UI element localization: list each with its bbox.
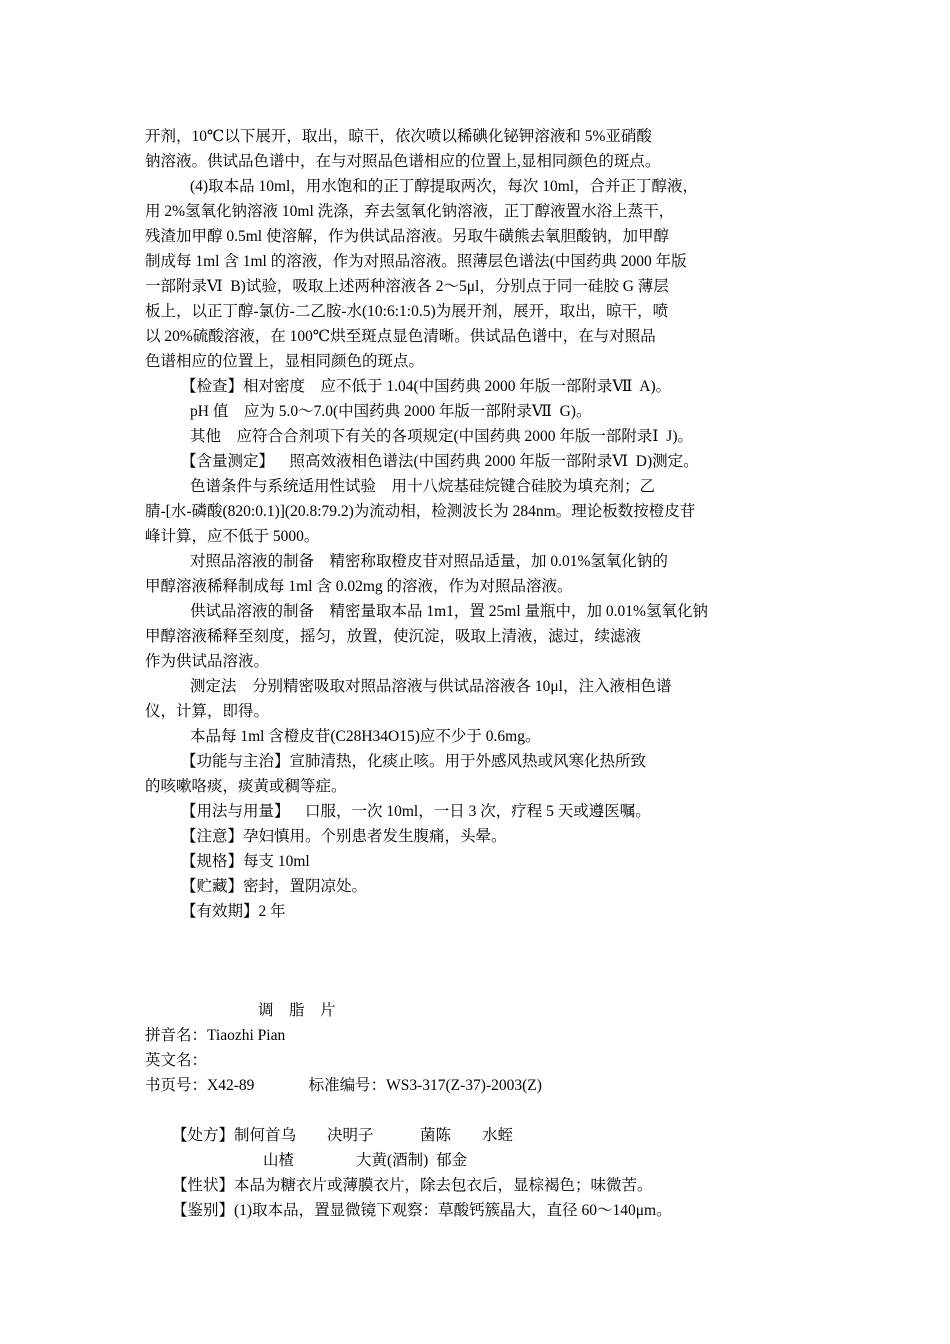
section-heading-storage: 【贮藏】密封，置阴凉处。 [181,878,368,895]
section-heading-identification: 【鉴别】(1)取本品，置显微镜下观察：草酸钙簇晶大，直径 60～140μm。 [172,1202,672,1219]
section-heading-validity: 【有效期】2 年 [181,903,286,920]
text-line: 残渣加甲醇 0.5ml 使溶解，作为供试品溶液。另取牛磺熊去氧胆酸钠，加甲醇 [145,228,669,245]
section-heading-dosage: 【用法与用量】 口服，一次 10ml，一日 3 次，疗程 5 天或遵医嘱。 [181,803,651,820]
text-line: (4)取本品 10ml，用水饱和的正丁醇提取两次，每次 10ml，合并正丁醇液， [190,178,699,195]
text-line: 一部附录Ⅵ B)试验，吸取上述两种溶液各 2～5μl，分别点于同一硅胶 G 薄层 [145,278,669,295]
text-line: 钠溶液。供试品色谱中，在与对照品色谱相应的位置上,显相同颜色的斑点。 [145,153,661,170]
text-line: 色谱条件与系统适用性试验 用十八烷基硅烷键合硅胶为填充剂；乙 [190,478,656,495]
section-heading-caution: 【注意】孕妇慎用。个别患者发生腹痛，头晕。 [181,828,507,845]
section-heading-inspection: 【检查】相对密度 应不低于 1.04(中国药典 2000 年版一部附录Ⅶ A)。 [181,378,672,395]
section-heading-assay: 【含量测定】 照高效液相色谱法(中国药典 2000 年版一部附录Ⅵ D)测定。 [181,453,699,470]
text-line: 测定法 分别精密吸取对照品溶液与供试品溶液各 10μl，注入液相色谱 [190,678,672,695]
text-line: 腈-[水-磷酸(820:0.1)](20.8:79.2)为流动相，检测波长为 284nm。理论板数按橙皮苷 [145,503,696,520]
text-line: 的咳嗽咯痰，痰黄或稠等症。 [145,778,347,795]
text-line: 以 20%硫酸溶液，在 100℃烘至斑点显色清晰。供试品色谱中，在与对照品 [145,328,656,345]
pinyin-name: 拼音名：Tiaozhi Pian [145,1027,286,1044]
section-heading-description: 【性状】本品为糖衣片或薄膜衣片，除去包衣后，显棕褐色；味微苦。 [172,1177,653,1194]
page-and-standard-number: 书页号：X42-89 标准编号：WS3-317(Z-37)-2003(Z) [145,1077,542,1094]
text-line: 开剂，10℃以下展开，取出，晾干，依次喷以稀碘化铋钾溶液和 5%亚硝酸 [145,128,652,145]
section-heading-prescription: 【处方】制何首乌 决明子 菌陈 水蛭 [172,1127,514,1144]
text-line: 甲醇溶液稀释至刻度，摇匀，放置，使沉淀，吸取上清液，滤过，续滤液 [145,628,642,645]
text-line: 本品每 1ml 含橙皮苷(C28H34O15)应不少于 0.6mg。 [190,728,541,745]
text-line: 峰计算，应不低于 5000。 [145,528,320,545]
text-line: 甲醇溶液稀释制成每 1ml 含 0.02mg 的溶液，作为对照品溶液。 [145,578,573,595]
text-line: 板上，以正丁醇-氯仿-二乙胺-水(10:6:1:0.5)为展开剂，展开，取出，晾干，喷 [145,303,669,320]
prescription-herbs-line-2: 山楂 大黄(酒制) 郁金 [263,1152,468,1169]
monograph-title: 调 脂 片 [258,1002,336,1019]
section-heading-indications: 【功能与主治】宣肺清热，化痰止咳。用于外感风热或风寒化热所致 [181,753,647,770]
text-line: 色谱相应的位置上，显相同颜色的斑点。 [145,353,425,370]
text-line: 用 2%氢氧化钠溶液 10ml 洗涤，弃去氢氧化钠溶液，正丁醇液置水浴上蒸干， [145,203,675,220]
text-line: 其他 应符合合剂项下有关的各项规定(中国药典 2000 年版一部附录Ⅰ J)。 [190,428,693,445]
section-heading-specification: 【规格】每支 10ml [181,853,310,870]
text-line: 制成每 1ml 含 1ml 的溶液，作为对照品溶液。照薄层色谱法(中国药典 2000 年版 [145,253,687,270]
text-line: pH 值 应为 5.0～7.0(中国药典 2000 年版一部附录Ⅶ G)。 [190,403,592,420]
text-line: 作为供试品溶液。 [145,653,270,670]
text-line: 仪，计算，即得。 [145,703,270,720]
english-name: 英文名： [145,1052,208,1069]
text-line: 对照品溶液的制备 精密称取橙皮苷对照品适量，加 0.01%氢氧化钠的 [190,553,668,570]
text-line: 供试品溶液的制备 精密量取本品 1m1，置 25ml 量瓶中，加 0.01%氢氧化钠 [190,603,708,620]
